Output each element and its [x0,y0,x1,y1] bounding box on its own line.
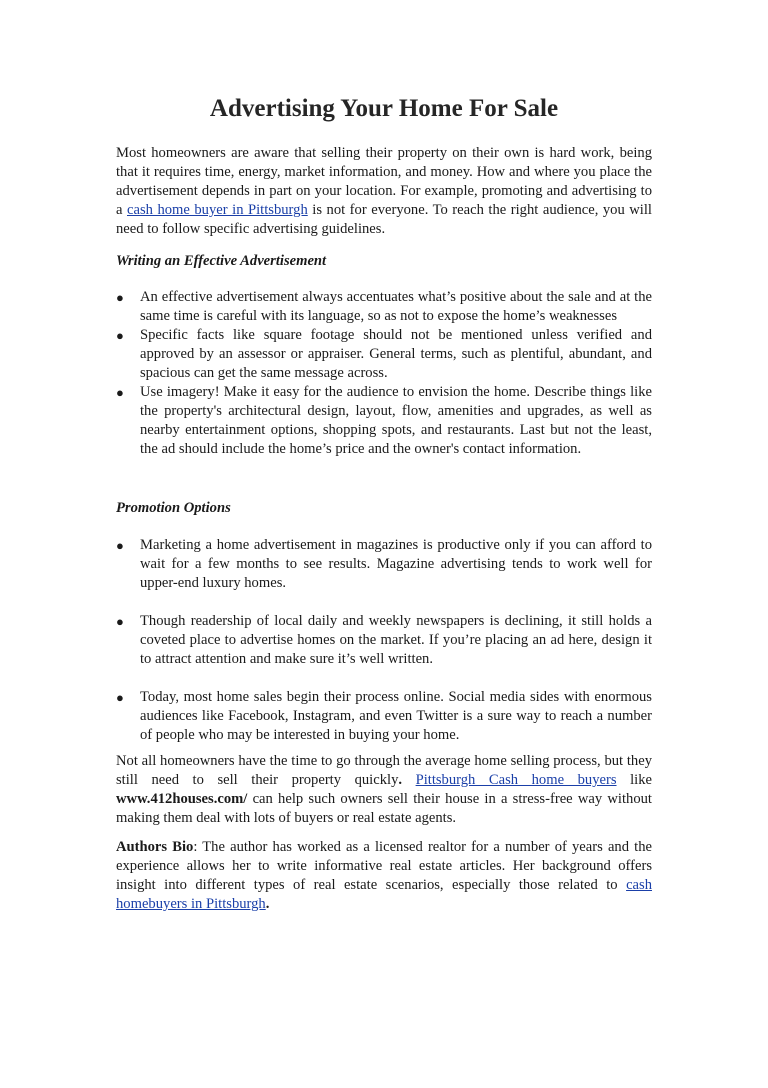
writing-tips-list [116,288,652,459]
bullet-icon: ● [116,614,124,629]
list-item-text: Marketing a home advertisement in magazines is productive only if you can afford to wait for a few months to see results. Magazine advertising tends to work well for upper-end luxury homes. [140,537,652,591]
list-item-text: Though readership of local daily and weekly newspapers is declining, it still holds a coveted place to advertise homes on the market. If you’re placing an ad here, design it to attract attention and make sure it’s well written. [140,613,652,667]
bullet-icon: ● [116,538,124,553]
list-item [116,536,652,593]
list-item-text: Specific facts like square footage should not be mentioned unless verified and approved by an assessor or appraiser. General terms, such as plentiful, abundant, and spacious can get the same message across. [140,327,652,381]
authors-bio-paragraph [116,838,652,914]
bio-period: . [265,896,270,912]
section-heading-promotion: Promotion Options [116,500,231,516]
bullet-icon: ● [116,385,124,400]
bio-text: : The author has worked as a licensed realtor for a number of years and the experience allows her to write informative real estate articles. Her background offers insight into different types of real estate scenarios, especially those related to [116,839,652,893]
bullet-icon: ● [116,328,124,343]
list-item [116,383,652,459]
cash-home-buyer-link[interactable]: cash home buyer in Pittsburgh [127,202,308,218]
page-title: Advertising Your Home For Sale [209,95,559,122]
section-heading-writing: Writing an Effective Advertisement [116,253,327,269]
list-item-text: Use imagery! Make it easy for the audience to envision the home. Describe things like the property's architectural design, layout, flow, amenities and upgrades, as well as nearby entertainment options, shopping spots, and restaurants. Last but not the least, the ad should include the home’s price and the owner's contact information. [140,384,652,457]
bio-label: Authors Bio [116,839,194,855]
intro-text: Most homeowners are aware that selling their property on their own is hard work, being that it requires time, energy, market information, and money. How and where you place the advertisement depends in part on your location. For example, promoting and advertising to a [116,145,652,218]
bullet-icon: ● [116,290,124,305]
list-item-text: Today, most home sales begin their process online. Social media sides with enormous audiences like Facebook, Instagram, and even Twitter is a sure way to reach a number of people who may be interested in buying your home. [140,689,652,743]
closing-text: Not all homeowners have the time to go through the average home selling process, but they still need to sell their property quickly [116,753,652,788]
list-item-text: An effective advertisement always accentuates what’s positive about the sale and at the same time is careful with its language, so as not to expose the home’s weaknesses [140,289,652,324]
closing-text-end: can help such owners sell their house in a stress-free way without making them deal with lots of buyers or real estate agents. [116,791,652,826]
pittsburgh-cash-home-buyers-link[interactable]: Pittsburgh Cash home buyers [415,772,617,788]
list-item [116,612,652,669]
list-item [116,326,652,383]
intro-text-end: is not for everyone. To reach the right audience, you will need to follow specific advertising guidelines. [116,202,652,237]
promotion-options-list [116,536,652,764]
list-item [116,688,652,745]
cash-homebuyers-link[interactable]: cash homebuyers in Pittsburgh [116,877,652,912]
intro-paragraph [116,144,652,239]
list-item [116,288,652,326]
website-name: www.412houses.com/ [116,791,248,807]
closing-text-like: like [616,772,652,788]
closing-paragraph [116,752,652,828]
closing-period: . [398,772,403,788]
bullet-icon: ● [116,690,124,705]
